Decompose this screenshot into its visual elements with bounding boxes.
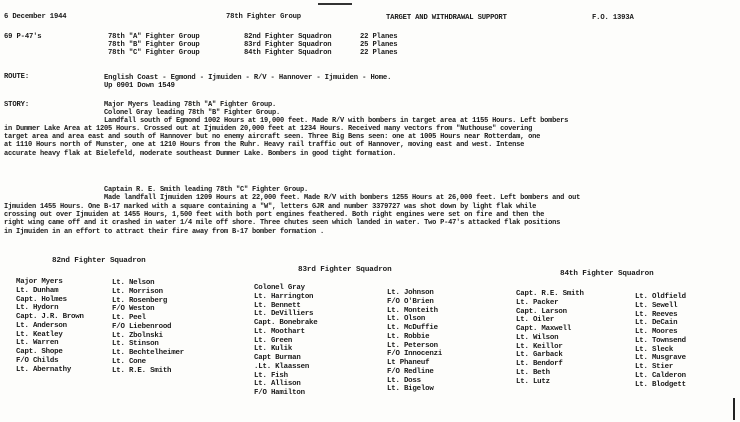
story-paragraph-1-lead <box>104 101 568 126</box>
pilot-name: Lt. Anderson <box>16 321 67 330</box>
plane-count: 25 Planes <box>360 41 398 49</box>
margin-mark <box>733 398 735 420</box>
squadron-83-title: 83rd Fighter Squadron <box>298 266 392 274</box>
squadron-84-roster-col2 <box>635 293 686 389</box>
pilot-name: Lt. Townsend <box>635 336 686 345</box>
story-line: accurate heavy flak at Bielefeld, moderate southeast Dummer Lake. Bombers in good tight formation. <box>4 149 397 158</box>
pilot-name: Lt. Beth <box>516 368 550 377</box>
pilot-name: F/O Hamilton <box>254 389 305 397</box>
pilot-name: Lt. McDuffie <box>387 324 438 332</box>
story-line: Made landfall Ijmuiden 1209 Hours at 22,000 feet. Made R/V with bombers 1255 Hours at 26,000 feet. Left bombers and out <box>104 194 581 203</box>
mission-type: TARGET AND WITHDRAWAL SUPPORT <box>386 14 507 22</box>
pilot-name: Lt. Moothart <box>254 327 305 336</box>
pilot-name: F/O Liebenrood <box>112 322 172 331</box>
group-row: 78th "C" Fighter Group <box>108 49 200 57</box>
pilot-name: Lt. Hydorn <box>16 304 59 313</box>
squadron-82-roster-col1 <box>16 278 84 374</box>
pilot-name: Lt. Keatley <box>16 330 63 339</box>
squadron-83-roster-col1 <box>254 284 318 398</box>
pilot-name: Lt. R.E. Smith <box>112 366 172 375</box>
pilot-name: Lt. Bennett <box>254 301 301 310</box>
pilot-name: Lt. Packer <box>516 298 559 307</box>
route-times: Up 0901 Down 1549 <box>104 82 175 90</box>
pilot-name: Lt. Reeves <box>635 310 678 319</box>
pilot-name: Lt. Monteith <box>387 306 438 315</box>
story-line: crossing out over Ijmuiden at 1455 Hours, 1,500 feet with both port engines feathered. Both right engines were set on fire and then the <box>4 211 545 220</box>
pilot-name: F/O Weston <box>112 305 155 314</box>
squadron-row: 82nd Fighter Squadron <box>244 33 332 41</box>
story-line: at 1110 Hours north of Munster, one at 1210 Hours from the Ruhr. Heavy rail traffic out of Hannover, moving east and west. Intense <box>4 141 525 150</box>
group-row: 78th "B" Fighter Group <box>108 41 200 49</box>
pilot-name: Capt. J.R. Brown <box>16 313 84 321</box>
squadron-list <box>244 33 331 57</box>
aircraft-count: 69 P-47's <box>4 33 42 41</box>
pilot-name: Lt. Blodgett <box>635 380 686 389</box>
pilot-name: Lt. Morrison <box>112 287 163 296</box>
squadron-82-title: 82nd Fighter Squadron <box>52 257 146 265</box>
story-paragraph-2-body <box>4 203 560 236</box>
plane-count: 22 Planes <box>360 49 398 57</box>
pilot-name: Lt. Doss <box>387 376 421 385</box>
pilot-name: Lt. Warren <box>16 339 59 348</box>
pilot-name: Lt. Oiler <box>516 316 555 325</box>
story-line: in Ijmuiden in an effort to attract their fire away from B-17 bomber formation . <box>4 227 325 236</box>
pilot-name: F/O Childs <box>16 356 59 365</box>
story-line: Major Myers leading 78th "A" Fighter Group. <box>104 101 277 109</box>
pilot-name: Lt. Cone <box>112 357 146 366</box>
pilot-name: Lt. Dunham <box>16 286 59 295</box>
pilot-name: Lt. Stier <box>635 363 674 371</box>
pilot-name: Capt. Larson <box>516 307 567 316</box>
pilot-name: F/O Innocenzi <box>387 350 443 359</box>
squadron-83-roster-col2 <box>387 289 442 394</box>
pilot-name: Lt. Bigelow <box>387 385 434 394</box>
story-paragraph-2-lead <box>104 186 580 202</box>
pilot-name: Lt. Harrington <box>254 292 314 301</box>
pilot-name: Lt. Wilson <box>516 333 559 342</box>
pilot-name: Lt. Calderon <box>635 371 686 380</box>
pilot-name: Lt. Keillor <box>516 342 563 351</box>
route-text <box>104 74 391 90</box>
pilot-name: Lt. Garback <box>516 351 563 360</box>
pilot-name: Lt. Zbolnski <box>112 331 163 340</box>
story-label: STORY: <box>4 101 29 109</box>
pilot-name: Lt. Bechtelheimer <box>112 349 184 357</box>
pilot-name: Capt Burman <box>254 354 301 362</box>
story-line: in Dummer Lake Area at 1205 Hours. Crossed out at Ijmuiden 20,000 feet at 1234 Hours. Received many vectors from "Nuthouse" covering <box>4 125 533 133</box>
pilot-name: Lt. DeCain <box>635 319 678 328</box>
pilot-name: Lt. Nelson <box>112 279 155 287</box>
pilot-name: Capt. Maxwell <box>516 325 572 333</box>
pilot-name: F/O O'Brien <box>387 297 434 306</box>
story-line: right wing came off and it crashed in water 1/4 mile off shore. Three chutes seen which landed in water. Two P-47's attacked flak positions <box>4 219 561 228</box>
story-line: Ijmuiden 1455 Hours. One B-17 marked with a square containing a "W", letters GJR and number 3379727 was shot down by light flak while <box>4 203 537 211</box>
pilot-name: Lt. Peterson <box>387 341 438 350</box>
pilot-name: Lt. Musgrave <box>635 354 686 363</box>
squadron-84-title: 84th Fighter Squadron <box>560 270 654 278</box>
pilot-name: Lt. Olson <box>387 315 426 324</box>
pilot-name: Capt. Shope <box>16 348 63 356</box>
group-list <box>108 33 200 57</box>
plane-count-list <box>360 33 397 57</box>
story-line: target area and area east and south of Hannover but no enemy aircraft seen. Three Big Bens seen: one at 1005 Hours near Rotterdam, one <box>4 133 541 142</box>
pilot-name: Major Myers <box>16 278 63 286</box>
route-label: ROUTE: <box>4 73 29 81</box>
pilot-name: .Lt. Klaassen <box>254 362 310 371</box>
pilot-name: Lt. DeVilliers <box>254 310 314 319</box>
route-line: English Coast - Egmond - Ijmuiden - R/V - Hannover - Ijmuiden - Home. <box>104 74 392 82</box>
pilot-name: Lt. Allison <box>254 380 301 389</box>
pilot-name: Lt. Kulik <box>254 345 293 354</box>
pilot-name: Lt. Abernathy <box>16 365 72 374</box>
pilot-name: Capt. Bonebrake <box>254 319 318 327</box>
pilot-name: Lt. Peel <box>112 314 146 322</box>
pilot-name: Colonel Gray <box>254 284 305 292</box>
pilot-name: Lt. Lutz <box>516 377 550 386</box>
report-date: 6 December 1944 <box>4 13 67 21</box>
pilot-name: Lt. Oldfield <box>635 293 686 301</box>
pilot-name: Capt. R.E. Smith <box>516 290 584 298</box>
pilot-name: Lt. Bendorf <box>516 360 563 368</box>
pilot-name: Lt Phaneuf <box>387 359 430 367</box>
pilot-name: Lt. Sewell <box>635 301 678 310</box>
story-line: Landfall south of Egmond 1002 Hours at 19,000 feet. Made R/V with bombers in target area at 1155 Hours. Left bombers <box>104 117 569 126</box>
story-line: Captain R. E. Smith leading 78th "C" Fighter Group. <box>104 186 309 194</box>
story-line: Colonel Gray leading 78th "B" Fighter Group. <box>104 109 281 118</box>
squadron-84-roster-col1 <box>516 290 584 386</box>
squadron-row: 83rd Fighter Squadron <box>244 41 332 49</box>
story-paragraph-1-body <box>4 125 540 158</box>
pilot-name: Lt. Green <box>254 336 293 345</box>
pilot-name: Lt. Sleck <box>635 345 674 354</box>
group-row: 78th "A" Fighter Group <box>108 33 200 41</box>
field-order-number: F.O. 1393A <box>592 14 634 22</box>
header-rule <box>318 3 352 5</box>
pilot-name: Capt. Holmes <box>16 295 67 304</box>
pilot-name: Lt. Johnson <box>387 289 434 297</box>
pilot-name: Lt. Fish <box>254 371 288 380</box>
plane-count: 22 Planes <box>360 33 398 41</box>
pilot-name: Lt. Rosenberg <box>112 296 168 305</box>
pilot-name: Lt. Robbie <box>387 332 430 341</box>
group-title: 78th Fighter Group <box>226 13 301 21</box>
pilot-name: Lt. Stinson <box>112 340 159 349</box>
pilot-name: F/O Redline <box>387 367 434 376</box>
squadron-row: 84th Fighter Squadron <box>244 49 332 57</box>
pilot-name: Lt. Moores <box>635 328 678 336</box>
squadron-82-roster-col2 <box>112 279 184 375</box>
